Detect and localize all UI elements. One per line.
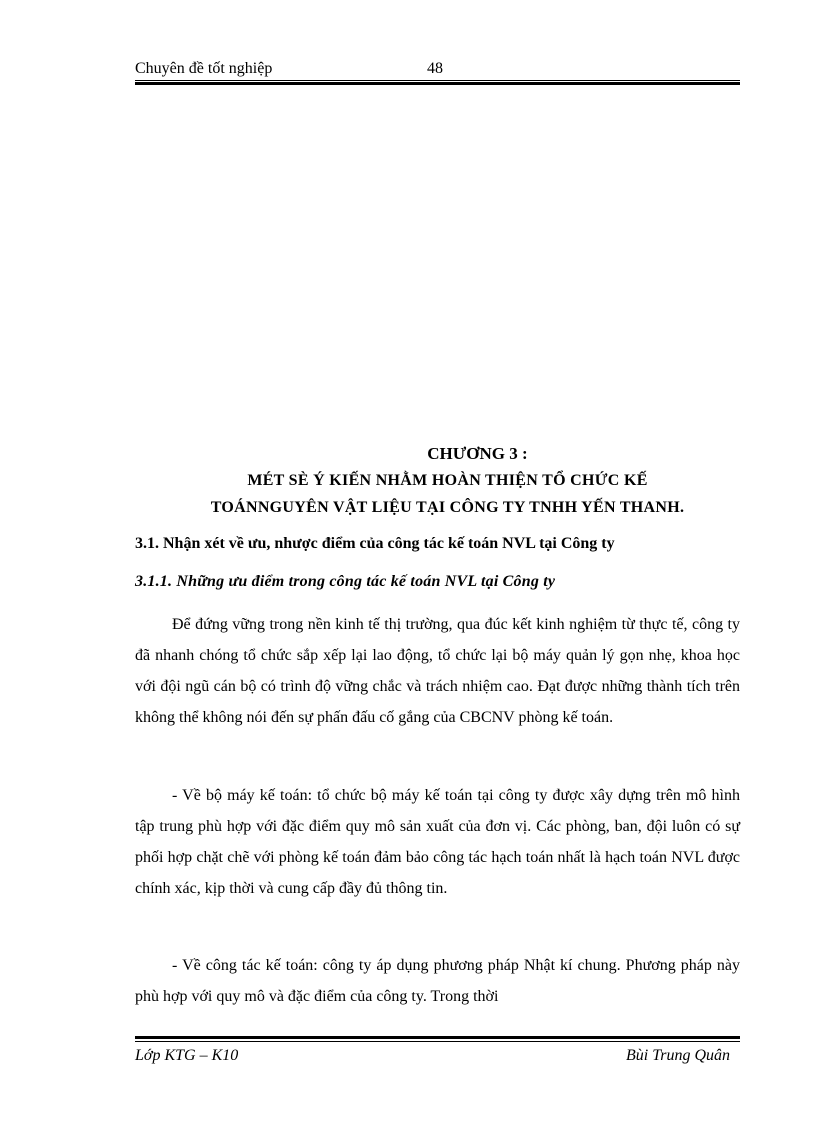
header-rule-thin: [135, 80, 740, 81]
page-header: [135, 58, 740, 82]
chapter-title-line-1: MÉT SÈ Ý KIẾN NHẰM HOÀN THIỆN TỔ CHỨC KẾ: [247, 472, 648, 489]
footer-author: Bùi Trung Quân: [625, 1047, 730, 1064]
paragraph-2: - Về bộ máy kế toán: tổ chức bộ máy kế toán tại công ty được xây dựng trên mô hình tập trung phù hợp với đặc điểm quy mô sản xuất của đơn vị. Các phòng, ban, đội luôn có sự phối hợp chặt chẽ với phòng kế toán đảm bảo công tác hạch toán nhất là hạch toán NVL được chính xác, kịp thời và cung cấp đầy đủ thông tin.: [135, 787, 740, 897]
section-heading-3-1: 3.1. Nhận xét về ưu, nhược điểm của công tác kế toán NVL tại Công ty: [135, 535, 615, 552]
footer-rule-thick: [135, 1036, 740, 1039]
page-number: 48: [427, 60, 443, 77]
paragraph-3: - Về công tác kế toán: công ty áp dụng phương pháp Nhật kí chung. Phương pháp này phù hợp với quy mô và đặc điểm của công ty. Trong thời: [135, 957, 740, 1005]
chapter-title-line-2: TOÁNNGUYÊN VẬT LIỆU TẠI CÔNG TY TNHH YẾN THANH.: [210, 499, 685, 516]
header-rule-thick: [135, 82, 740, 85]
footer-class: Lớp KTG – K10: [135, 1047, 239, 1064]
subsection-heading-3-1-1: 3.1.1. Những ưu điểm trong công tác kế toán NVL tại Công ty: [135, 573, 556, 590]
paragraph-1: Để đứng vững trong nền kinh tế thị trường, qua đúc kết kinh nghiệm từ thực tế, công ty đã nhanh chóng tổ chức sắp xếp lại lao động, tổ chức lại bộ máy quản lý gọn nhẹ, khoa học với đội ngũ cán bộ có trình độ vững chắc và trách nhiệm cao. Đạt được những thành tích trên không thể không nói đến sự phấn đấu cố gắng của CBCNV phòng kế toán.: [135, 616, 740, 726]
footer-rule-thin: [135, 1041, 740, 1042]
chapter-number: CHƯƠNG 3 :: [427, 444, 528, 463]
header-title: Chuyên đề tốt nghiệp: [135, 60, 273, 77]
